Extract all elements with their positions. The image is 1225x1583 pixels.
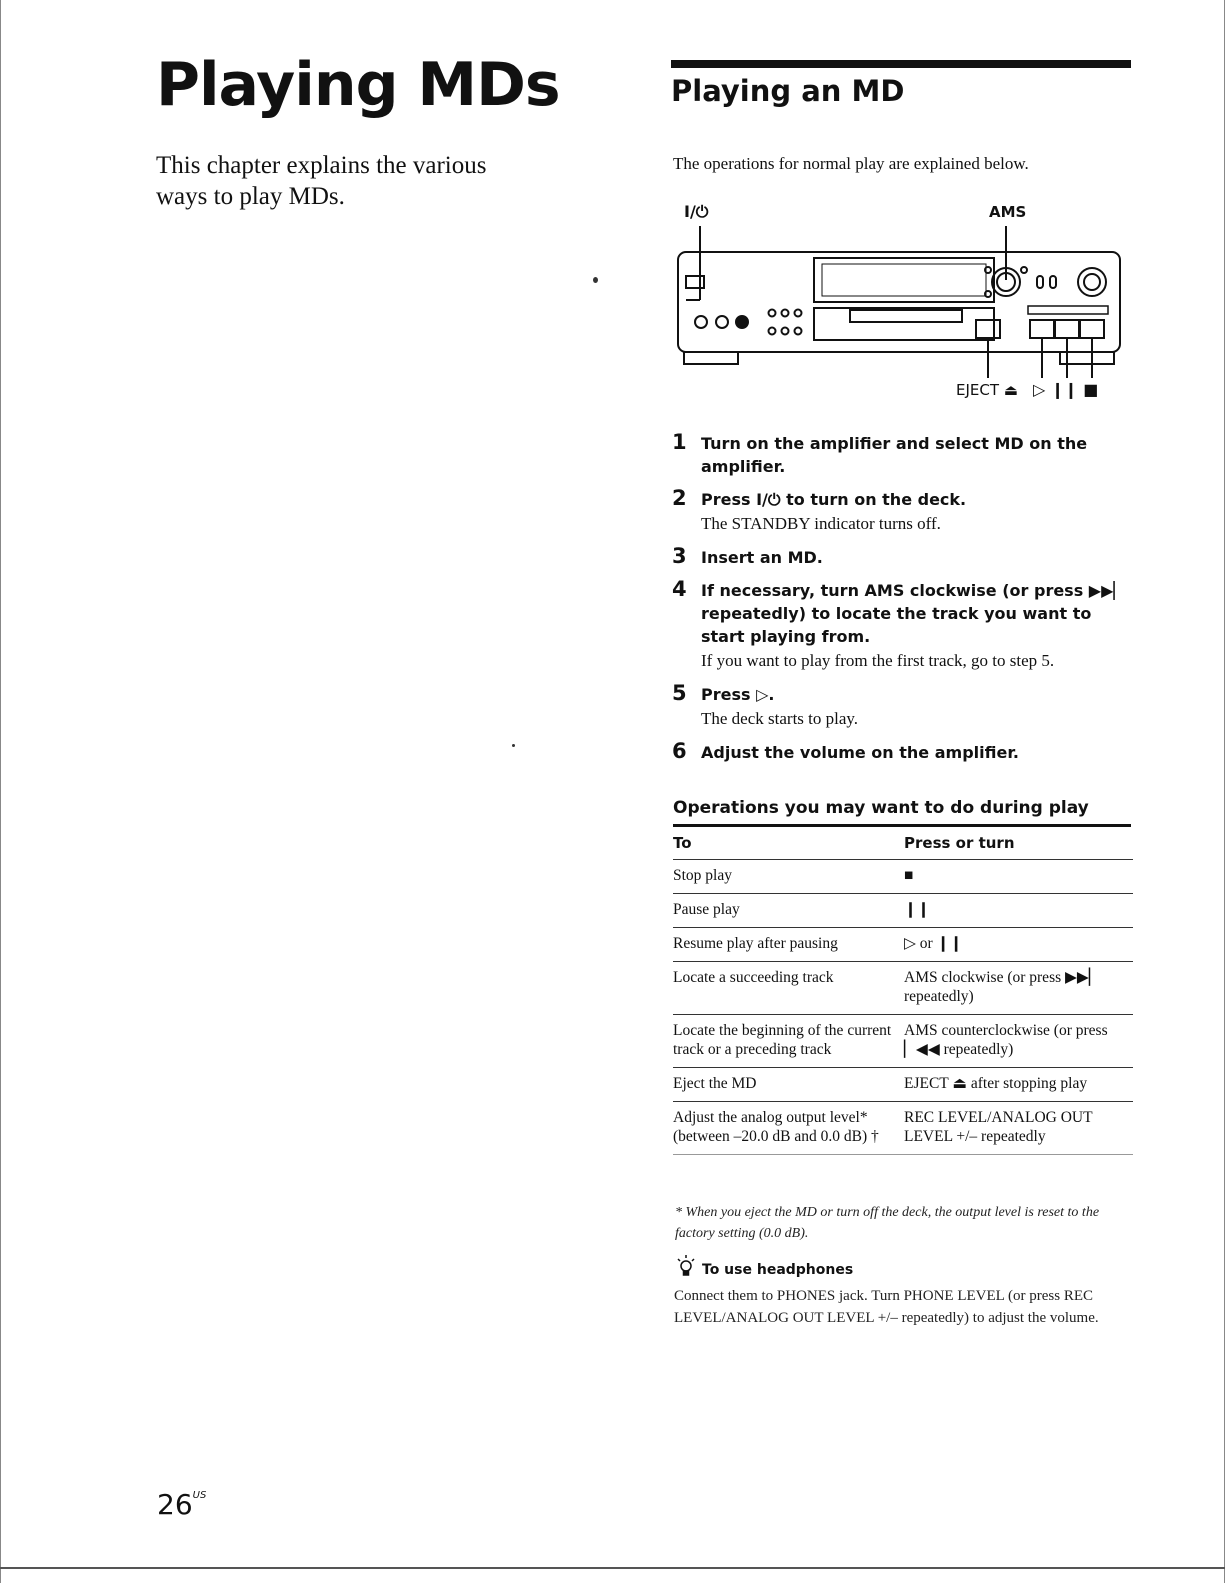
table-cell-press: AMS clockwise (or press ▶▶▏ repeatedly) [904, 962, 1133, 1015]
table-row [673, 1102, 1133, 1155]
ams-skip-buttons [1028, 306, 1108, 314]
ams-label: AMS [989, 203, 1027, 221]
table-cell-press: EJECT ⏏ after stopping play [904, 1068, 1133, 1102]
table-cell-to: Locate a succeeding track [673, 962, 904, 1015]
step-instruction: Turn on the amplifier and select MD on the amplifier. [701, 434, 1088, 476]
step-instruction: Press ▷. [701, 685, 775, 704]
deck-foot-right [1060, 352, 1114, 364]
table-cell-press: ▷ or ❙❙ [904, 928, 1133, 962]
md-slot [850, 310, 962, 322]
footnote: * When you eject the MD or turn off the deck, the output level is reset to the factory setting (0.0 dB). [675, 1205, 1100, 1241]
scan-edge-left [0, 0, 1, 1583]
step-number: 5 [672, 681, 687, 705]
column-header-press: Press or turn [904, 829, 1133, 860]
step-number: 2 [672, 486, 687, 510]
phone-level-knob [716, 316, 728, 328]
step-1 [672, 432, 1127, 478]
table-cell-press: REC LEVEL/ANALOG OUT LEVEL +/– repeatedly [904, 1102, 1133, 1155]
step-3 [672, 546, 1127, 569]
eject-label: EJECT ⏏ [956, 381, 1018, 399]
section-title: Playing an MD [671, 74, 905, 108]
volume-knob [1078, 268, 1106, 296]
table-row [673, 928, 1133, 962]
display-window [814, 258, 994, 302]
table-cell-to: Resume play after pausing [673, 928, 904, 962]
table-row [673, 962, 1133, 1015]
page-number-value: 26 [157, 1488, 193, 1521]
step-list [672, 432, 1127, 774]
step-instruction: Insert an MD. [701, 548, 823, 567]
step-6 [672, 741, 1127, 764]
step-4 [672, 579, 1127, 673]
page-number [157, 1488, 206, 1521]
lightbulb-icon [676, 1254, 696, 1278]
table-row [673, 1015, 1133, 1068]
power-switch [686, 276, 704, 288]
step-instruction: If necessary, turn AMS clockwise (or press ▶▶▏ repeatedly) to locate the track you want to start playing from. [701, 581, 1126, 646]
page-number-suffix: US [192, 1490, 207, 1501]
operations-heading: Operations you may want to do during play [673, 798, 1089, 818]
chapter-title: Playing MDs [156, 50, 560, 120]
table-cell-to: Eject the MD [673, 1068, 904, 1102]
stop-button [1080, 320, 1104, 338]
scan-speck [512, 744, 515, 747]
table-cell-press: ❙❙ [904, 894, 1133, 928]
scan-speck [593, 277, 598, 283]
step-number: 4 [672, 577, 687, 601]
pause-button [1055, 320, 1079, 338]
md-slot-frame [814, 308, 994, 340]
column-header-to: To [673, 829, 904, 860]
section-rule [671, 60, 1131, 68]
table-header-row [673, 829, 1133, 860]
table-cell-to: Pause play [673, 894, 904, 928]
operations-rule [673, 824, 1131, 827]
step-note: The deck starts to play. [701, 709, 859, 728]
play-pause-stop-label: ▷ ❙❙ ■ [1033, 380, 1099, 399]
chapter-intro: This chapter explains the various ways to play MDs. [156, 152, 487, 210]
step-instruction: Press I/⏻ to turn on the deck. [701, 490, 967, 509]
step-5 [672, 683, 1127, 731]
display-inner [822, 264, 986, 296]
table-cell-press: AMS counterclockwise (or press ▏◀◀ repeatedly) [904, 1015, 1133, 1068]
step-note: If you want to play from the first track, go to step 5. [701, 651, 1055, 670]
table-row [673, 1068, 1133, 1102]
step-number: 6 [672, 739, 687, 763]
table-row [673, 894, 1133, 928]
table-cell-to: Adjust the analog output level* (between –20.0 dB and 0.0 dB) † [673, 1102, 904, 1155]
deck-foot-left [684, 352, 738, 364]
tip-title: To use headphones [702, 1262, 854, 1278]
phones-jack [695, 316, 707, 328]
step-2 [672, 488, 1127, 536]
play-button [1030, 320, 1054, 338]
step-number: 3 [672, 544, 687, 568]
power-label: I/⏻ [684, 202, 709, 221]
md-deck-illustration [672, 218, 1124, 384]
rec-level-knob [736, 316, 748, 328]
section-lead: The operations for normal play are explained below. [673, 154, 1029, 173]
table-cell-to: Stop play [673, 860, 904, 894]
step-note: The STANDBY indicator turns off. [701, 514, 941, 533]
table-cell-to: Locate the beginning of the current track or a preceding track [673, 1015, 904, 1068]
tip-body: Connect them to PHONES jack. Turn PHONE LEVEL (or press REC LEVEL/ANALOG OUT LEVEL +/– repeatedly) to adjust the volume. [674, 1288, 1099, 1326]
scan-edge-bottom [0, 1567, 1225, 1569]
step-number: 1 [672, 430, 687, 454]
eject-button [976, 320, 1000, 338]
table-row [673, 860, 1133, 894]
operations-table [673, 829, 1133, 1155]
table-cell-press: ■ [904, 860, 1133, 894]
step-instruction: Adjust the volume on the amplifier. [701, 743, 1020, 762]
